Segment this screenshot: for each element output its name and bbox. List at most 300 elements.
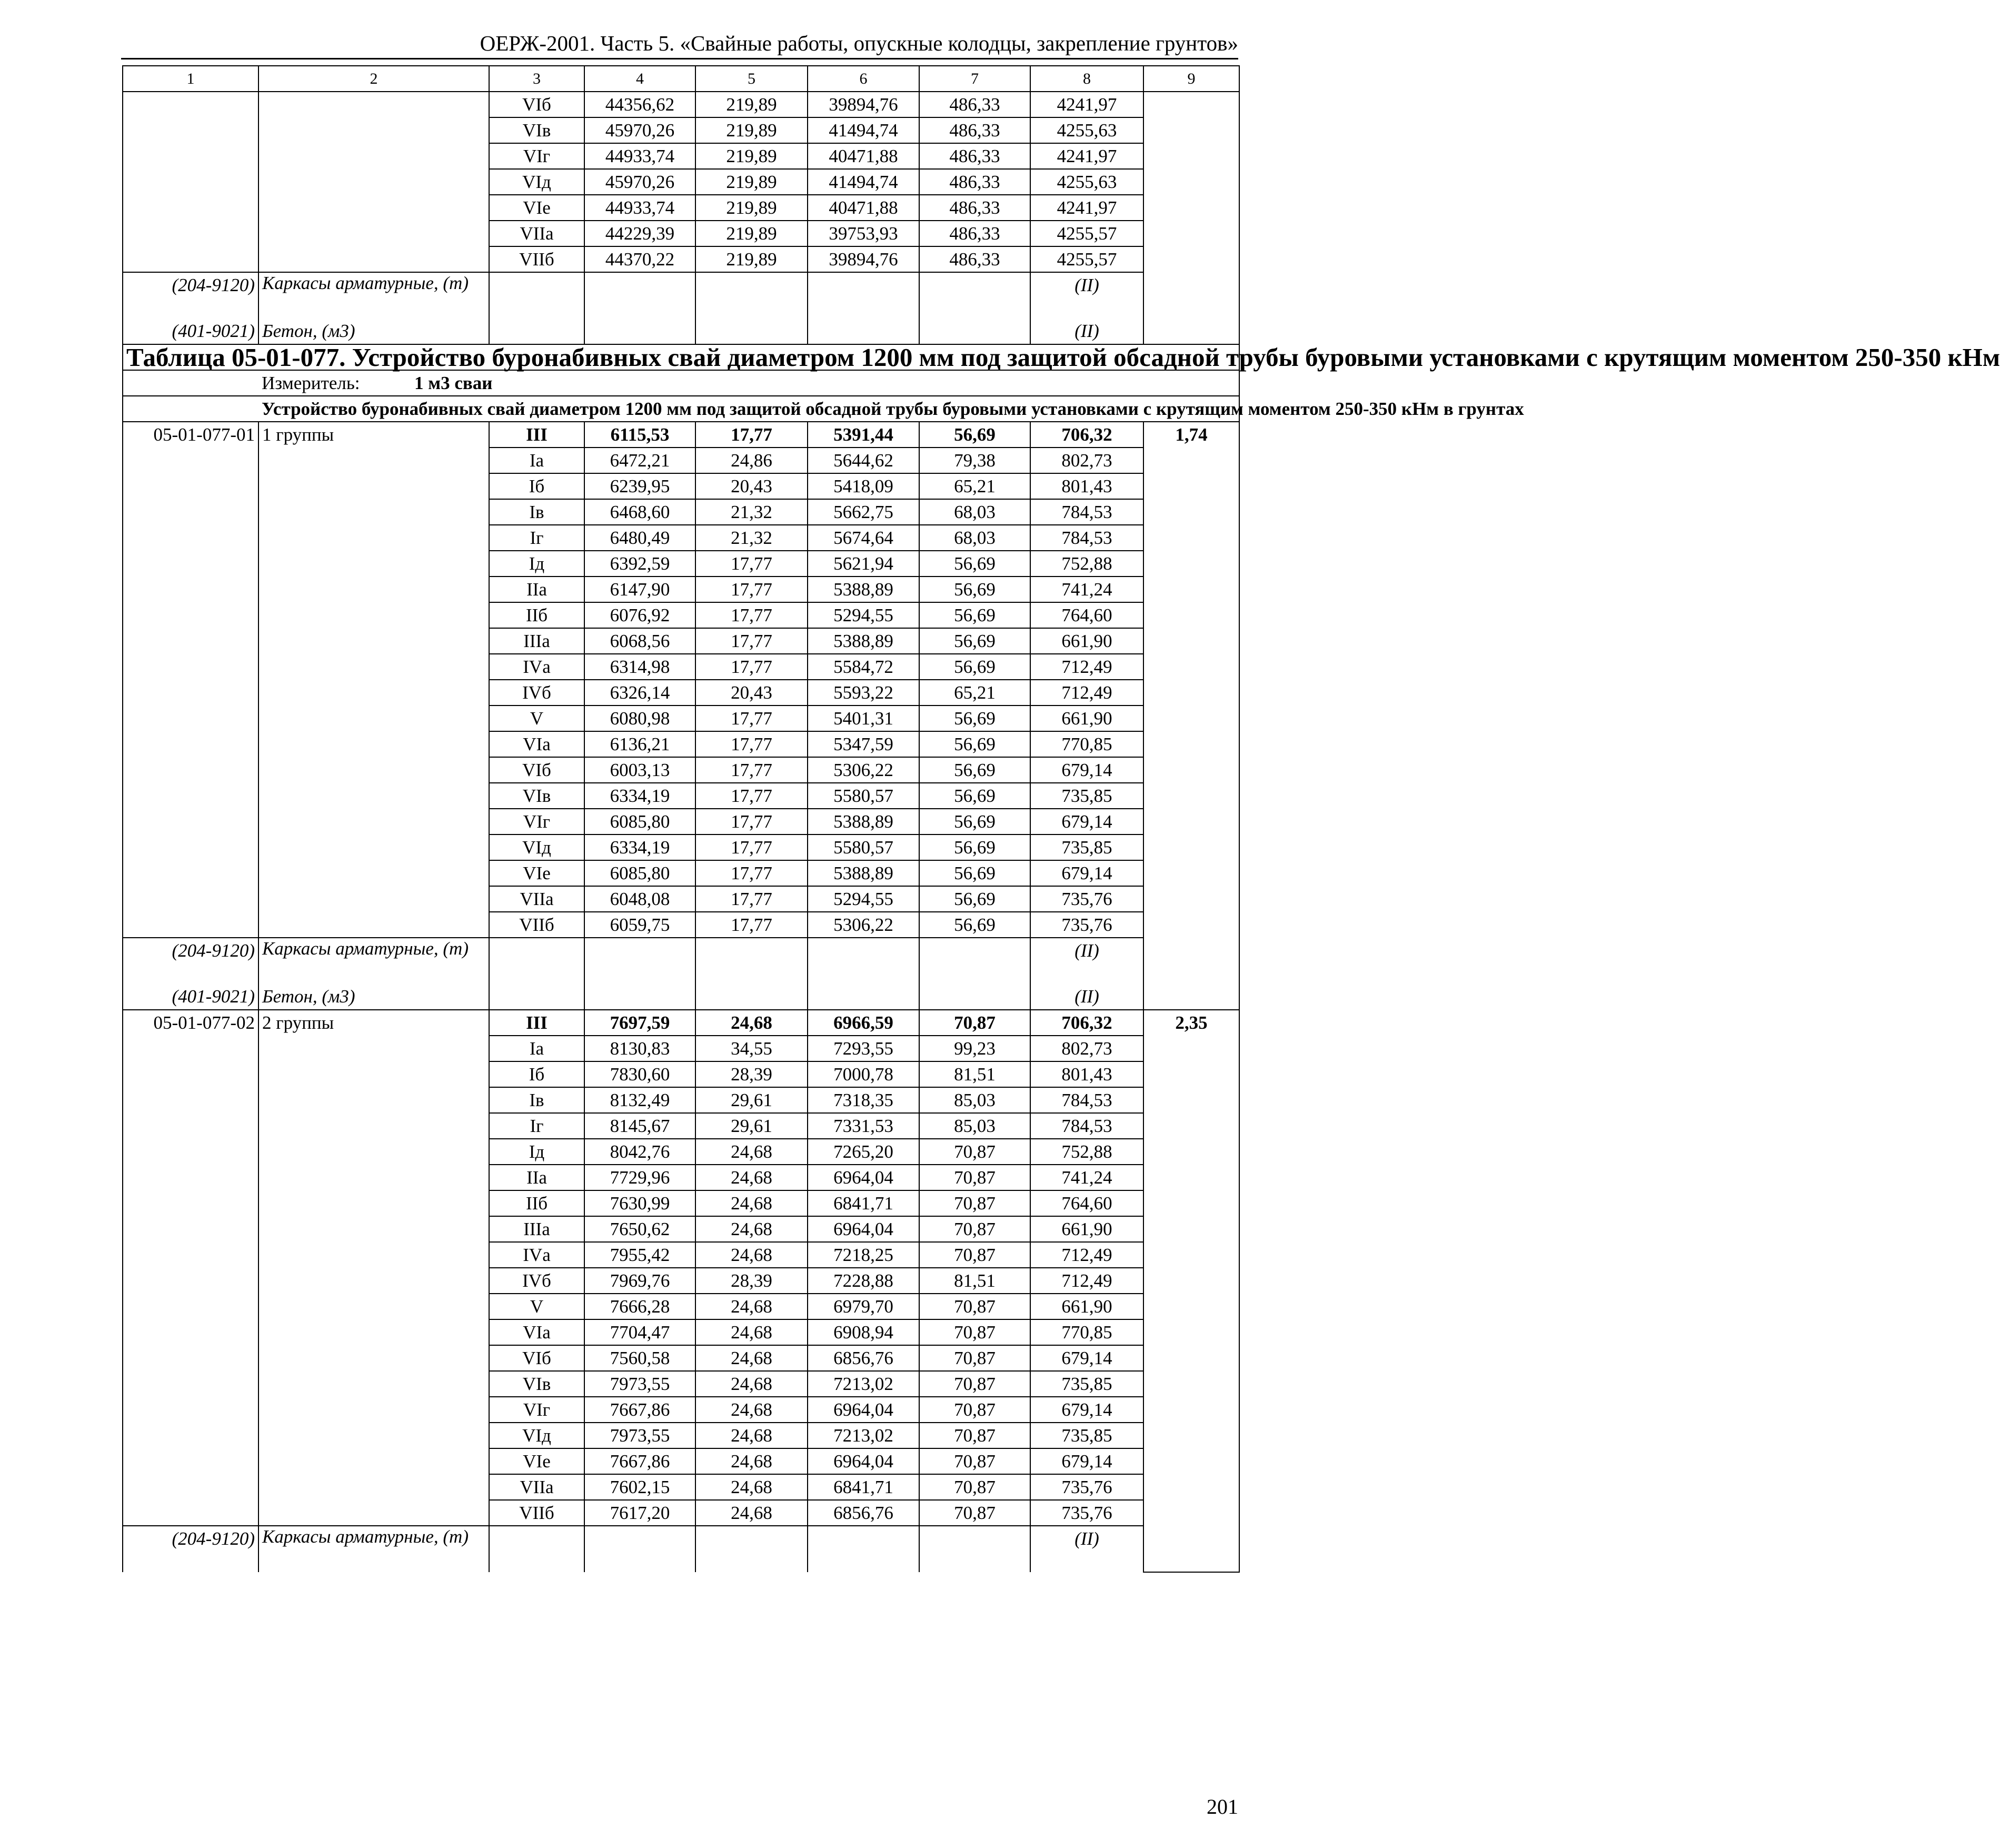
value-cell (584, 1526, 695, 1572)
column-number: 6 (808, 66, 919, 92)
value-cell: 784,53 (1030, 1087, 1143, 1113)
value-cell: 8130,83 (584, 1036, 695, 1061)
zone-cell: Iа (489, 448, 584, 473)
value-cell (489, 938, 584, 984)
value-cell: 56,69 (919, 654, 1030, 680)
material-mark: (II) (1030, 938, 1143, 984)
meter-cell (258, 370, 1239, 396)
value-cell: 70,87 (919, 1190, 1030, 1216)
value-cell: 70,87 (919, 1139, 1030, 1165)
value-cell: 45970,26 (584, 169, 695, 195)
value-cell: 17,77 (695, 628, 808, 654)
zone-cell: Iг (489, 525, 584, 551)
value-cell (808, 1526, 919, 1572)
page-number: 201 (1207, 1795, 1238, 1819)
value-cell (919, 272, 1030, 319)
value-cell: 56,69 (919, 757, 1030, 783)
zone-cell: VIа (489, 1319, 584, 1345)
value-cell (695, 319, 808, 344)
table-row (123, 92, 1239, 117)
value-cell (489, 272, 584, 319)
column-number: 2 (258, 66, 489, 92)
value-cell: 6856,76 (808, 1500, 919, 1526)
value-cell: 21,32 (695, 499, 808, 525)
table-title-row (123, 344, 1239, 370)
zone-cell: VIIб (489, 912, 584, 938)
value-cell: 7650,62 (584, 1216, 695, 1242)
value-cell: 6147,90 (584, 577, 695, 602)
value-cell: 39753,93 (808, 221, 919, 246)
value-cell: 70,87 (919, 1165, 1030, 1190)
table-row (123, 422, 1239, 448)
value-cell: 70,87 (919, 1448, 1030, 1474)
value-cell: 219,89 (695, 246, 808, 272)
value-cell: 712,49 (1030, 1268, 1143, 1294)
value-cell: 24,68 (695, 1371, 808, 1397)
meter-label: Измеритель: (262, 373, 360, 393)
material-code: (204-9120) (123, 938, 258, 984)
value-cell: 6964,04 (808, 1165, 919, 1190)
value-cell: 219,89 (695, 117, 808, 143)
value-cell: 17,77 (695, 834, 808, 860)
value-cell: 6136,21 (584, 731, 695, 757)
value-cell: 7666,28 (584, 1294, 695, 1319)
rates-table (122, 65, 2000, 1573)
value-cell: 20,43 (695, 473, 808, 499)
value-cell: 4241,97 (1030, 92, 1143, 117)
value-cell: 706,32 (1030, 422, 1143, 448)
zone-cell: VIе (489, 860, 584, 886)
zone-cell: VIе (489, 1448, 584, 1474)
value-cell: 5593,22 (808, 680, 919, 706)
material-name: Каркасы арматурные, (т) (258, 1526, 489, 1572)
material-row-frames (123, 272, 1239, 319)
code-cell (123, 92, 258, 272)
value-cell: VIг (489, 143, 584, 169)
value-cell: 6392,59 (584, 551, 695, 577)
value-cell: 24,68 (695, 1190, 808, 1216)
value-cell: 735,85 (1030, 1371, 1143, 1397)
value-cell: 219,89 (695, 143, 808, 169)
value-cell: 44370,22 (584, 246, 695, 272)
value-cell: 8132,49 (584, 1087, 695, 1113)
value-cell: 5580,57 (808, 783, 919, 809)
zone-cell: IIб (489, 602, 584, 628)
value-cell (695, 984, 808, 1010)
value-cell: 24,86 (695, 448, 808, 473)
value-cell: 17,77 (695, 551, 808, 577)
zone-cell: VIд (489, 1423, 584, 1448)
value-cell: 6076,92 (584, 602, 695, 628)
value-cell: 4255,63 (1030, 117, 1143, 143)
value-cell: 7955,42 (584, 1242, 695, 1268)
value-cell: 85,03 (919, 1113, 1030, 1139)
value-cell: 6856,76 (808, 1345, 919, 1371)
value-cell: 661,90 (1030, 628, 1143, 654)
value-cell: 70,87 (919, 1242, 1030, 1268)
value-cell: 486,33 (919, 221, 1030, 246)
value-cell: 5662,75 (808, 499, 919, 525)
value-cell (584, 984, 695, 1010)
value-cell: 7228,88 (808, 1268, 919, 1294)
value-cell: 24,68 (695, 1242, 808, 1268)
value-cell: 68,03 (919, 525, 1030, 551)
column-numbers-row (123, 66, 1239, 92)
material-name: Каркасы арматурные, (т) (258, 938, 489, 984)
value-cell: 70,87 (919, 1397, 1030, 1423)
zone-cell: Iб (489, 1061, 584, 1087)
value-cell: 679,14 (1030, 1345, 1143, 1371)
value-cell: 70,87 (919, 1423, 1030, 1448)
zone-cell: IVа (489, 654, 584, 680)
value-cell: 24,68 (695, 1165, 808, 1190)
value-cell: 17,77 (695, 783, 808, 809)
value-cell: 661,90 (1030, 1216, 1143, 1242)
value-cell: 486,33 (919, 169, 1030, 195)
value-cell (489, 984, 584, 1010)
value-cell: 6964,04 (808, 1397, 919, 1423)
value-cell (919, 984, 1030, 1010)
value-cell: 40471,88 (808, 143, 919, 169)
value-cell (808, 984, 919, 1010)
zone-cell: VIв (489, 783, 584, 809)
zone-cell: IIIа (489, 1216, 584, 1242)
value-cell: 802,73 (1030, 448, 1143, 473)
value-cell: 7000,78 (808, 1061, 919, 1087)
value-cell: 7318,35 (808, 1087, 919, 1113)
value-cell: 56,69 (919, 422, 1030, 448)
value-cell: 5388,89 (808, 860, 919, 886)
material-mark: (II) (1030, 319, 1143, 344)
table-description: Устройство буронабивных свай диаметром 1200 мм под защитой обсадной трубы буровыми установками с крутящим моментом 250-350 кНм в грунтах (258, 396, 1239, 422)
value-cell: 735,76 (1030, 912, 1143, 938)
value-cell: 56,69 (919, 886, 1030, 912)
zone-cell: VIв (489, 1371, 584, 1397)
value-cell: 70,87 (919, 1474, 1030, 1500)
rate-code: 05-01-077-02 (123, 1010, 258, 1526)
value-cell: 7218,25 (808, 1242, 919, 1268)
value-cell: 56,69 (919, 602, 1030, 628)
value-cell (584, 938, 695, 984)
coef-cell: 2,35 (1143, 1010, 1239, 1572)
value-cell: 6468,60 (584, 499, 695, 525)
zone-cell: Iа (489, 1036, 584, 1061)
value-cell: 5388,89 (808, 628, 919, 654)
value-cell: 679,14 (1030, 1397, 1143, 1423)
value-cell: 29,61 (695, 1113, 808, 1139)
value-cell: 68,03 (919, 499, 1030, 525)
value-cell: 7213,02 (808, 1423, 919, 1448)
value-cell: 70,87 (919, 1010, 1030, 1036)
material-row-concrete (123, 319, 1239, 344)
value-cell: 4241,97 (1030, 195, 1143, 221)
value-cell: 79,38 (919, 448, 1030, 473)
column-number: 7 (919, 66, 1030, 92)
value-cell: 770,85 (1030, 1319, 1143, 1345)
value-cell: 17,77 (695, 912, 808, 938)
value-cell: 24,68 (695, 1139, 808, 1165)
zone-cell: VIд (489, 834, 584, 860)
value-cell: 40471,88 (808, 195, 919, 221)
column-number: 3 (489, 66, 584, 92)
zone-cell: V (489, 1294, 584, 1319)
value-cell: 44356,62 (584, 92, 695, 117)
value-cell: 5294,55 (808, 602, 919, 628)
material-code: (401-9021) (123, 984, 258, 1010)
value-cell: 6966,59 (808, 1010, 919, 1036)
value-cell (489, 1526, 584, 1572)
value-cell: 56,69 (919, 834, 1030, 860)
zone-cell: IIIа (489, 628, 584, 654)
column-number: 8 (1030, 66, 1143, 92)
value-cell: 17,77 (695, 422, 808, 448)
value-cell: 735,76 (1030, 886, 1143, 912)
value-cell: 7560,58 (584, 1345, 695, 1371)
material-code: (204-9120) (123, 272, 258, 319)
value-cell: 24,68 (695, 1397, 808, 1423)
value-cell: 5306,22 (808, 912, 919, 938)
value-cell: 24,68 (695, 1474, 808, 1500)
value-cell: 770,85 (1030, 731, 1143, 757)
value-cell: 679,14 (1030, 757, 1143, 783)
zone-cell: VIIа (489, 1474, 584, 1500)
zone-cell: III (489, 1010, 584, 1036)
material-mark: (II) (1030, 272, 1143, 319)
value-cell: 4255,57 (1030, 221, 1143, 246)
value-cell: 8042,76 (584, 1139, 695, 1165)
value-cell: VIIа (489, 221, 584, 246)
value-cell: 6480,49 (584, 525, 695, 551)
value-cell: 24,68 (695, 1423, 808, 1448)
value-cell: 56,69 (919, 551, 1030, 577)
value-cell: 7602,15 (584, 1474, 695, 1500)
value-cell: 6334,19 (584, 834, 695, 860)
value-cell: 7293,55 (808, 1036, 919, 1061)
value-cell: 5401,31 (808, 706, 919, 731)
meter-value: 1 м3 сваи (414, 373, 493, 393)
zone-cell: IVа (489, 1242, 584, 1268)
value-cell: 4255,63 (1030, 169, 1143, 195)
value-cell: 5388,89 (808, 577, 919, 602)
value-cell (695, 1526, 808, 1572)
rate-code: 05-01-077-01 (123, 422, 258, 938)
value-cell (919, 319, 1030, 344)
value-cell: 741,24 (1030, 577, 1143, 602)
value-cell: 6239,95 (584, 473, 695, 499)
name-cell (258, 92, 489, 272)
value-cell: 752,88 (1030, 551, 1143, 577)
value-cell: 70,87 (919, 1345, 1030, 1371)
value-cell: 801,43 (1030, 473, 1143, 499)
value-cell: 7667,86 (584, 1397, 695, 1423)
material-mark: (II) (1030, 1526, 1143, 1572)
value-cell: 17,77 (695, 860, 808, 886)
value-cell: 679,14 (1030, 809, 1143, 834)
value-cell: 679,14 (1030, 1448, 1143, 1474)
value-cell: 784,53 (1030, 499, 1143, 525)
value-cell: 99,23 (919, 1036, 1030, 1061)
value-cell: 41494,74 (808, 117, 919, 143)
zone-cell: IVб (489, 680, 584, 706)
value-cell: 5391,44 (808, 422, 919, 448)
value-cell: 17,77 (695, 809, 808, 834)
material-name: Бетон, (м3) (258, 319, 489, 344)
value-cell: 706,32 (1030, 1010, 1143, 1036)
value-cell: VIе (489, 195, 584, 221)
value-cell: 17,77 (695, 602, 808, 628)
value-cell: 784,53 (1030, 1113, 1143, 1139)
value-cell: 17,77 (695, 706, 808, 731)
value-cell: 70,87 (919, 1294, 1030, 1319)
value-cell: 24,68 (695, 1448, 808, 1474)
value-cell: 6964,04 (808, 1448, 919, 1474)
value-cell: 735,76 (1030, 1500, 1143, 1526)
value-cell: 486,33 (919, 117, 1030, 143)
value-cell: 56,69 (919, 577, 1030, 602)
value-cell: 29,61 (695, 1087, 808, 1113)
value-cell: 70,87 (919, 1319, 1030, 1345)
value-cell: 735,76 (1030, 1474, 1143, 1500)
value-cell: 712,49 (1030, 680, 1143, 706)
value-cell: 741,24 (1030, 1165, 1143, 1190)
meter-row (123, 370, 1239, 396)
table-title: Таблица 05-01-077. Устройство буронабивных свай диаметром 1200 мм под защитой обсадной трубы буровыми установками с крутящим моментом 250-350 кНм (123, 344, 1239, 370)
value-cell: 56,69 (919, 731, 1030, 757)
value-cell: 44229,39 (584, 221, 695, 246)
value-cell: 7704,47 (584, 1319, 695, 1345)
zone-cell: VIб (489, 757, 584, 783)
material-row-concrete (123, 984, 1239, 1010)
value-cell (919, 938, 1030, 984)
value-cell: 17,77 (695, 577, 808, 602)
value-cell (808, 272, 919, 319)
value-cell: 801,43 (1030, 1061, 1143, 1087)
value-cell: 20,43 (695, 680, 808, 706)
value-cell: 486,33 (919, 195, 1030, 221)
value-cell: VIв (489, 117, 584, 143)
value-cell: 661,90 (1030, 1294, 1143, 1319)
value-cell: 7265,20 (808, 1139, 919, 1165)
value-cell: 6326,14 (584, 680, 695, 706)
material-name: Каркасы арматурные, (т) (258, 272, 489, 319)
zone-cell: Iб (489, 473, 584, 499)
value-cell: 6080,98 (584, 706, 695, 731)
value-cell: 784,53 (1030, 525, 1143, 551)
value-cell: 5388,89 (808, 809, 919, 834)
value-cell: 219,89 (695, 92, 808, 117)
value-cell: 39894,76 (808, 246, 919, 272)
value-cell (808, 938, 919, 984)
value-cell: 5306,22 (808, 757, 919, 783)
material-code: (401-9021) (123, 319, 258, 344)
value-cell: 6115,53 (584, 422, 695, 448)
value-cell: 486,33 (919, 246, 1030, 272)
value-cell: VIIб (489, 246, 584, 272)
value-cell: 764,60 (1030, 602, 1143, 628)
material-mark: (II) (1030, 984, 1143, 1010)
value-cell: 7331,53 (808, 1113, 919, 1139)
value-cell: 70,87 (919, 1216, 1030, 1242)
value-cell: 6841,71 (808, 1190, 919, 1216)
value-cell: 5674,64 (808, 525, 919, 551)
running-header: ОЕРЖ-2001. Часть 5. «Свайные работы, опускные колодцы, закрепление грунтов» (480, 31, 1238, 55)
zone-cell: Iд (489, 551, 584, 577)
description-row (123, 396, 1239, 422)
zone-cell: VIг (489, 809, 584, 834)
blank-cell (123, 396, 258, 422)
column-number: 1 (123, 66, 258, 92)
value-cell (584, 272, 695, 319)
value-cell: 8145,67 (584, 1113, 695, 1139)
value-cell: 85,03 (919, 1087, 1030, 1113)
value-cell: 56,69 (919, 809, 1030, 834)
value-cell (584, 319, 695, 344)
zone-cell: VIг (489, 1397, 584, 1423)
zone-cell: Iв (489, 1087, 584, 1113)
value-cell: 81,51 (919, 1268, 1030, 1294)
value-cell: 39894,76 (808, 92, 919, 117)
zone-cell: IIб (489, 1190, 584, 1216)
zone-cell: V (489, 706, 584, 731)
value-cell (919, 1526, 1030, 1572)
value-cell (489, 319, 584, 344)
value-cell: 802,73 (1030, 1036, 1143, 1061)
material-row-frames (123, 1526, 1239, 1572)
value-cell: 24,68 (695, 1010, 808, 1036)
material-row-frames (123, 938, 1239, 984)
value-cell: 712,49 (1030, 654, 1143, 680)
column-number: 4 (584, 66, 695, 92)
value-cell: 219,89 (695, 221, 808, 246)
value-cell: 219,89 (695, 169, 808, 195)
value-cell: 752,88 (1030, 1139, 1143, 1165)
value-cell: 735,85 (1030, 1423, 1143, 1448)
value-cell: 6059,75 (584, 912, 695, 938)
value-cell: 7973,55 (584, 1423, 695, 1448)
value-cell: 7630,99 (584, 1190, 695, 1216)
value-cell: 70,87 (919, 1371, 1030, 1397)
value-cell: 7973,55 (584, 1371, 695, 1397)
value-cell: 28,39 (695, 1061, 808, 1087)
value-cell: 7969,76 (584, 1268, 695, 1294)
value-cell: 81,51 (919, 1061, 1030, 1087)
value-cell: 5644,62 (808, 448, 919, 473)
zone-cell: VIа (489, 731, 584, 757)
value-cell: 6085,80 (584, 860, 695, 886)
blank-cell (123, 370, 258, 396)
value-cell: 6085,80 (584, 809, 695, 834)
value-cell: VIб (489, 92, 584, 117)
value-cell: 28,39 (695, 1268, 808, 1294)
value-cell: 6048,08 (584, 886, 695, 912)
value-cell: 712,49 (1030, 1242, 1143, 1268)
value-cell: 17,77 (695, 654, 808, 680)
value-cell: 4241,97 (1030, 143, 1143, 169)
column-number: 9 (1143, 66, 1239, 92)
value-cell: 5584,72 (808, 654, 919, 680)
zone-cell: VIб (489, 1345, 584, 1371)
value-cell: 5347,59 (808, 731, 919, 757)
value-cell: 24,68 (695, 1319, 808, 1345)
value-cell: 44933,74 (584, 143, 695, 169)
value-cell: 24,68 (695, 1500, 808, 1526)
value-cell: 735,85 (1030, 834, 1143, 860)
column-number: 5 (695, 66, 808, 92)
value-cell: 7729,96 (584, 1165, 695, 1190)
value-cell: 6472,21 (584, 448, 695, 473)
value-cell (695, 272, 808, 319)
value-cell: 735,85 (1030, 783, 1143, 809)
